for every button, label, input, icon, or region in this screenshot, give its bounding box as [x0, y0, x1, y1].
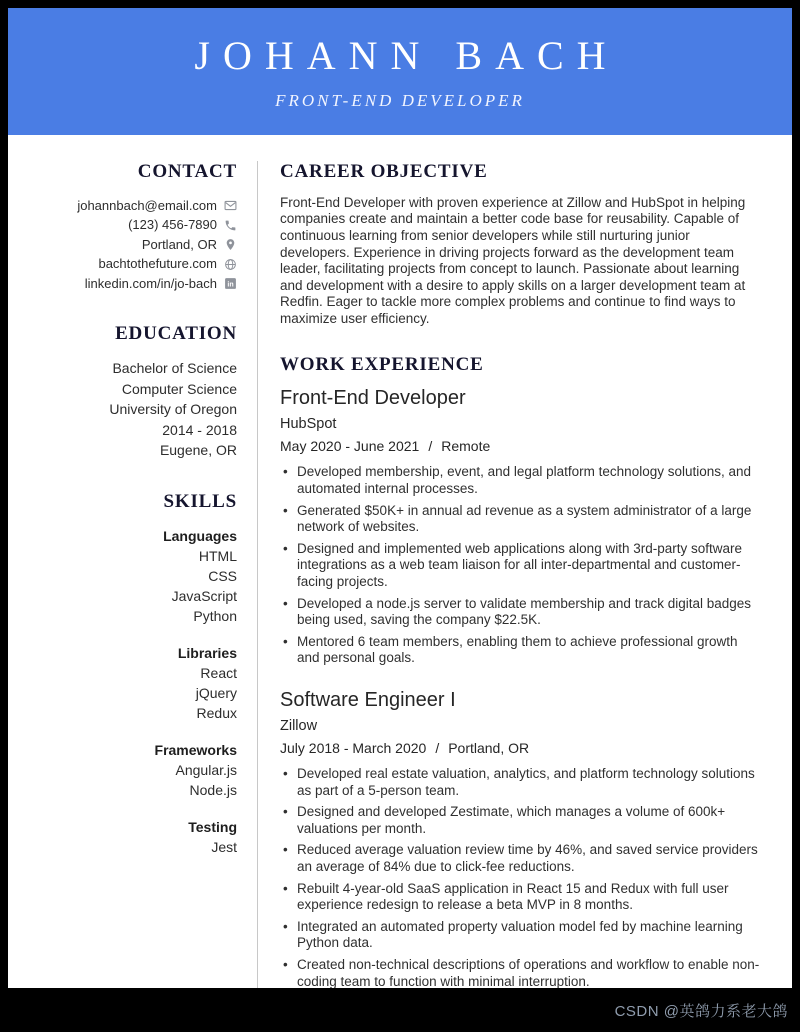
objective-text: Front-End Developer with proven experience at Zillow and HubSpot in helping companies create and maintain a better code base for reusability. Capable of continuous learning from senior developers while still nurturing junior developers. Experience in driving projects forward as the development team leader, facilitating projects from concept to launch. Passionate about learning and development with a desire to apply skills on a larger development team at Redfin. Eager to tackle more complex problems and continue to find ways to maximize user efficiency.: [280, 194, 746, 326]
experience-heading: WORK EXPERIENCE: [280, 353, 484, 375]
skill-group-frameworks: [16, 740, 237, 800]
watermark-text: CSDN @英鸽力系老大鸽: [614, 1003, 788, 1020]
objective-heading: CAREER OBJECTIVE: [280, 161, 488, 182]
skill-group-libraries: [16, 643, 237, 723]
job-bullet: • Developed a node.js server to validate membership and track digital badges being used, saving the company $22.5K.: [280, 596, 760, 629]
job-bullet: • Generated $50K+ in annual ad revenue as a system administrator of a large network of websites.: [280, 503, 760, 536]
job-title: Front-End Developer: [280, 387, 466, 410]
contact-linkedin-text: linkedin.com/in/jo-bach: [84, 275, 217, 291]
education-dates: 2014 - 2018: [162, 421, 237, 438]
job-company: HubSpot: [280, 416, 337, 433]
job-bullet: • Designed and implemented web applications along with 3rd-party software integrations as a web team liaison for all inter-departmental and customer-facing projects.: [280, 541, 760, 591]
person-job-title: FRONT-END DEVELOPER: [275, 91, 525, 110]
contact-phone-row: [16, 215, 237, 235]
skill-group-languages: [16, 526, 237, 626]
job-bullet-list: [280, 766, 760, 988]
job-title: Software Engineer I: [280, 688, 456, 711]
contact-website-row: [16, 254, 237, 274]
education-major: Computer Science: [121, 380, 237, 397]
contact-location-row: [16, 235, 237, 255]
job-bullet: • Created non-technical descriptions of operations and workflow to enable non-coding team to function with minimal interruption.: [280, 957, 760, 988]
skill-item: JavaScript: [171, 587, 237, 604]
job-entry-zillow: [280, 689, 760, 988]
job-bullet: • Designed and developed Zestimate, which manages a volume of 600k+ valuations per month.: [280, 804, 760, 837]
skill-group-testing: [16, 817, 237, 857]
job-bullet: • Rebuilt 4-year-old SaaS application in React 15 and Redux with full user experience redesign to release a beta MVP in 8 months.: [280, 881, 760, 914]
job-location: Portland, OR: [448, 739, 530, 756]
envelope-icon: [224, 199, 237, 212]
phone-icon: [224, 219, 237, 232]
skill-item: Python: [193, 607, 237, 624]
contact-phone-text: (123) 456-7890: [128, 217, 217, 233]
job-entry-hubspot: [280, 387, 760, 667]
skill-item: HTML: [198, 547, 237, 564]
skill-group-label: Languages: [163, 527, 237, 544]
job-location: Remote: [441, 438, 491, 455]
education-location: Eugene, OR: [159, 442, 237, 459]
skill-group-label: Testing: [188, 818, 237, 835]
job-bullet: • Integrated an automated property valuation model fed by machine learning Python data.: [280, 919, 760, 952]
contact-email-text: johannbach@email.com: [77, 197, 217, 213]
contact-website-text: bachtothefuture.com: [98, 256, 217, 272]
skill-group-label: Frameworks: [154, 741, 237, 758]
svg-text:in: in: [227, 281, 234, 289]
sidebar: [8, 161, 258, 988]
meta-separator: /: [428, 438, 433, 455]
skill-item: CSS: [208, 567, 237, 584]
skill-item: Redux: [196, 704, 237, 721]
education-heading: EDUCATION: [115, 323, 237, 345]
job-dates: July 2018 - March 2020: [280, 739, 427, 756]
job-meta: [280, 436, 760, 456]
job-bullet-list: [280, 464, 760, 667]
job-bullet: • Reduced average valuation review time by 46%, and saved service providers an average of 84% due to click-fee reductions.: [280, 842, 760, 875]
globe-icon: [224, 258, 237, 271]
linkedin-icon: [224, 277, 237, 290]
job-company: Zillow: [280, 717, 318, 734]
contact-email-row: [16, 196, 237, 216]
job-bullet: • Developed real estate valuation, analytics, and platform technology solutions as part of a 5-person team.: [280, 766, 760, 799]
contact-heading: CONTACT: [137, 161, 237, 182]
education-school: University of Oregon: [109, 401, 237, 418]
education-degree: Bachelor of Science: [112, 360, 237, 377]
job-bullet: • Developed membership, event, and legal platform technology solutions, and automated internal processes.: [280, 464, 760, 497]
job-dates: May 2020 - June 2021: [280, 438, 420, 455]
job-meta: [280, 738, 760, 758]
location-pin-icon: [224, 238, 237, 251]
skill-item: Node.js: [189, 781, 237, 798]
skill-group-label: Libraries: [177, 644, 237, 661]
meta-separator: /: [435, 739, 440, 756]
person-name: JOHANN BACH: [194, 33, 619, 78]
skills-heading: SKILLS: [163, 490, 237, 512]
contact-location-text: Portland, OR: [141, 236, 217, 252]
skill-item: jQuery: [195, 684, 237, 701]
job-bullet: • Mentored 6 team members, enabling them to achieve professional growth and personal goals.: [280, 634, 760, 667]
skill-item: React: [200, 664, 237, 681]
main-column: [258, 161, 792, 988]
contact-linkedin-row: [16, 274, 237, 294]
skill-item: Jest: [211, 838, 237, 855]
skill-item: Angular.js: [175, 761, 237, 778]
content-columns: [8, 135, 792, 988]
resume-sheet: [8, 8, 792, 988]
header-banner: [8, 8, 792, 135]
